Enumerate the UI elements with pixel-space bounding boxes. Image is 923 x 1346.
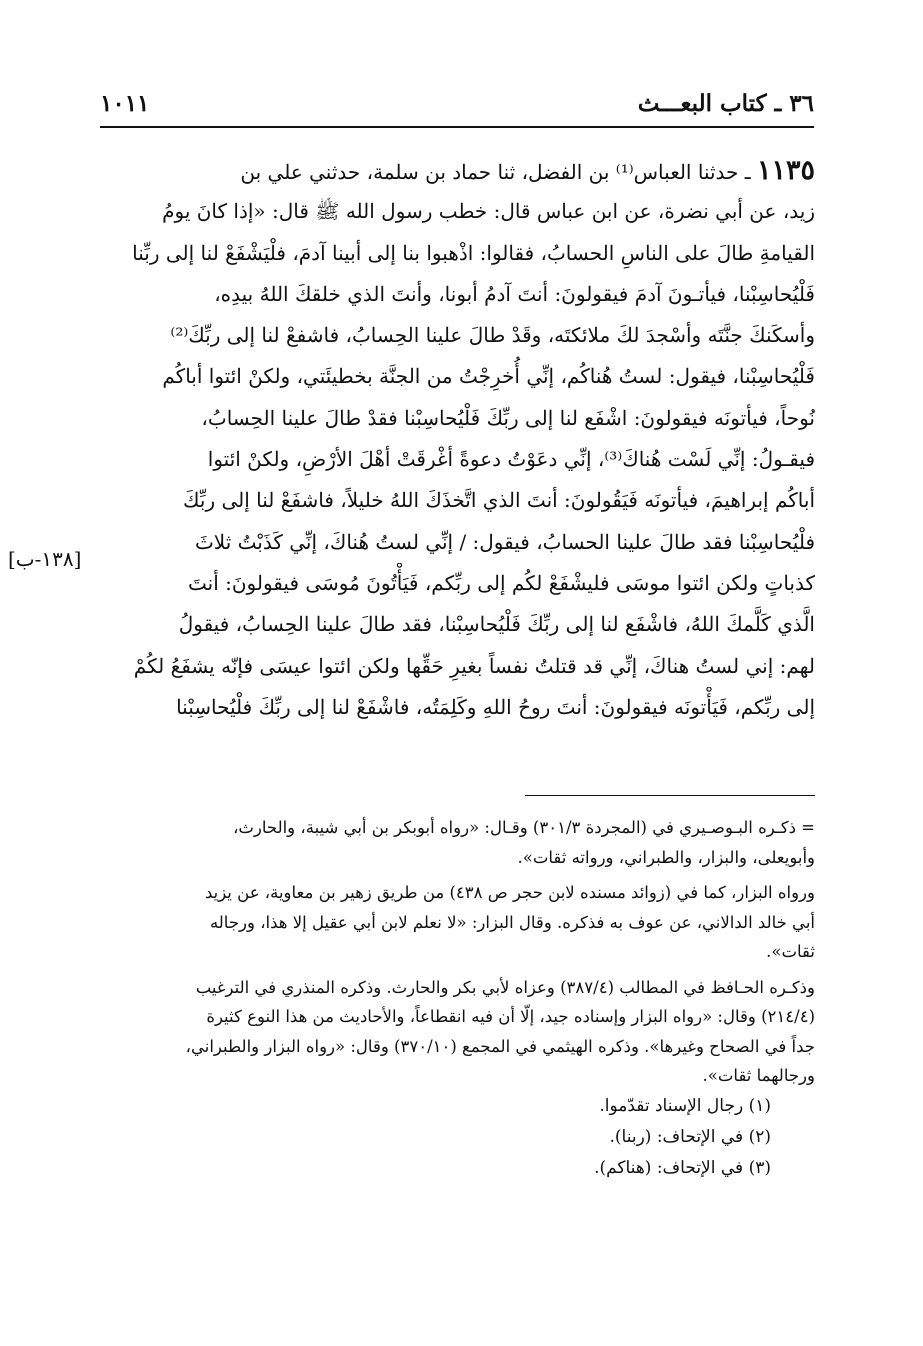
text-line: أباكُم إبراهيمَ، فيأتونَه فَيَقُولونَ: أنتَ الذي اتَّخذَكَ اللهُ خليلاً، فاشفَعْ لنا إلى ربِّكَ: [183, 488, 815, 513]
footnotes: [105, 813, 815, 1184]
text-line: إلى ربِّكم، فَيَأْتونَه فيقولونَ: أنتَ روحُ اللهِ وكَلِمَتُه، فاشْفَعْ لنا إلى ربِّكَ فلْيُحاسِبْنا: [176, 694, 815, 719]
text-line: وأسكَنكَ جنَّتَه وأسْجدَ لكَ ملائكتَه، وقَدْ طالَ علينا الحِسابُ، فاشفعْ لنا إلى ربِّكَ⁽²⁾: [170, 323, 815, 348]
footnote-line: جداً في الصحاح وغيرها». وذكره الهيثمي في المجمع (٣٧٠/١٠) وقال: «رواه البزار والطبراني،: [185, 1036, 815, 1056]
page-number: ١٠١١: [100, 90, 150, 117]
footnote-line: = ذكـره البـوصـيري في (المجردة ٣٠١/٣) وقـال: «رواه أبوبكر بن أبي شيبة، والحارث،: [233, 818, 815, 837]
text-line: زيد، عن أبي نضرة، عن ابن عباس قال: خطب رسول الله ﷺ قال: «إذا كانَ يومُ: [162, 199, 815, 224]
footnote-line: ورجالهما ثقات».: [702, 1066, 815, 1085]
footnote-divider: [525, 795, 815, 796]
footnote-1: (١) رجال الإسناد تقدّموا.: [599, 1095, 771, 1116]
footnote-line: ثقات».: [766, 942, 815, 961]
text-line: فلْيُحاسِبْنا فقد طالَ علينا الحسابُ، فيقول: / إنِّي لستُ هُناكَ، إنِّي كَذَبْتُ ثلاثَ: [194, 529, 815, 554]
footnote-line: وذكـره الحـافظ في المطالب (٣٨٧/٤) وعزاه لأبي بكر والحارث. وذكره المنذري في الترغيب: [195, 977, 815, 997]
footnote-line: وأبويعلى، والبزار، والطبراني، ورواته ثقات».: [517, 847, 815, 867]
text-line: الَّذي كَلَّمكَ اللهُ، فاشْفَع لنا إلى ربِّكَ فَلْيُحاسِبْنا، فقد طالَ علينا الحِسابُ، فيقولُ: [178, 612, 815, 637]
text-line: القيامةِ طالَ على الناسِ الحسابُ، فقالوا: اذْهبوا بنا إلى أبينا آدمَ، فلْيَشْفَعْ لنا إلى ربِّنا: [132, 240, 815, 265]
text-line: فيقـولُ: إنِّي لَسْت هُناكَ⁽³⁾، إنِّي دعَوْتُ دعوةً أغْرقَتْ أهْلَ الأرْضِ، ولكنْ ائتوا: [207, 447, 815, 472]
text-line: ١١٣٥ ـ حدثنا العباس⁽¹⁾ بن الفضل، ثنا حماد بن سلمة، حدثني علي بن: [240, 155, 815, 186]
hadith-number: ١١٣٥: [756, 155, 815, 186]
footnote-line: أبي خالد الدالاني، عن عوف به فذكره. وقال البزار: «لا نعلم لابن أبي عقيل إلا هذا، ورجاله: [209, 912, 815, 932]
text-line: فَلْيُحاسِبْنا، فيأتـونَ آدمَ فيقولونَ: أنتَ آدمُ أبونا، وأنتَ الذي خلقكَ اللهُ بيدِه،: [214, 281, 815, 306]
text-line: نُوحاً، فيأتونَه فيقولونَ: اشْفَع لنا إلى ربِّكَ فَلْيُحاسِبْنا فقدْ طالَ علينا الحِسابُ،: [201, 405, 815, 430]
text-line: كذباتٍ ولكن ائتوا موسَى فليشْفَعْ لكُم إلى ربِّكم، فَيَأْتُونَ مُوسَى فيقولونَ: أنتَ: [187, 570, 815, 595]
footnote-line: ورواه البزار، كما في (زوائد مسنده لابن حجر ص ٤٣٨) من طريق زهير بن معاوية، عن يزيد: [204, 883, 815, 902]
text-line: فَلْيُحاسِبْنا، فيقول: لستُ هُناكُم، إنِّي أُخرِجْتُ من الجنَّة بخطيئَتي، ولكنْ ائتوا أباكُم: [162, 364, 815, 389]
chapter-title: ٣٦ ـ كتاب البعـــث: [637, 90, 814, 117]
footnote-2: (٢) في الإتحاف: (ربنا).: [609, 1126, 771, 1147]
numbered-footnotes: [105, 1091, 815, 1184]
main-text: [105, 150, 815, 728]
running-header: [100, 86, 814, 128]
manuscript-folio-note: [١٣٨-ب]: [8, 547, 82, 571]
text-line: لهم: إني لستُ هناكَ، إنِّي قد قتلتُ نفساً بغيرِ حَقِّها ولكن ائتوا عيسَى فإنّه يشفَعُ لكُمْ: [133, 653, 815, 678]
footnote-line: (٢١٤/٤) وقال: «رواه البزار وإسناده جيد، إلّا أن فيه انقطاعاً، والأحاديث من هذا النوع كثيرة: [206, 1007, 815, 1026]
footnote-3: (٣) في الإتحاف: (هناكم).: [594, 1157, 771, 1178]
